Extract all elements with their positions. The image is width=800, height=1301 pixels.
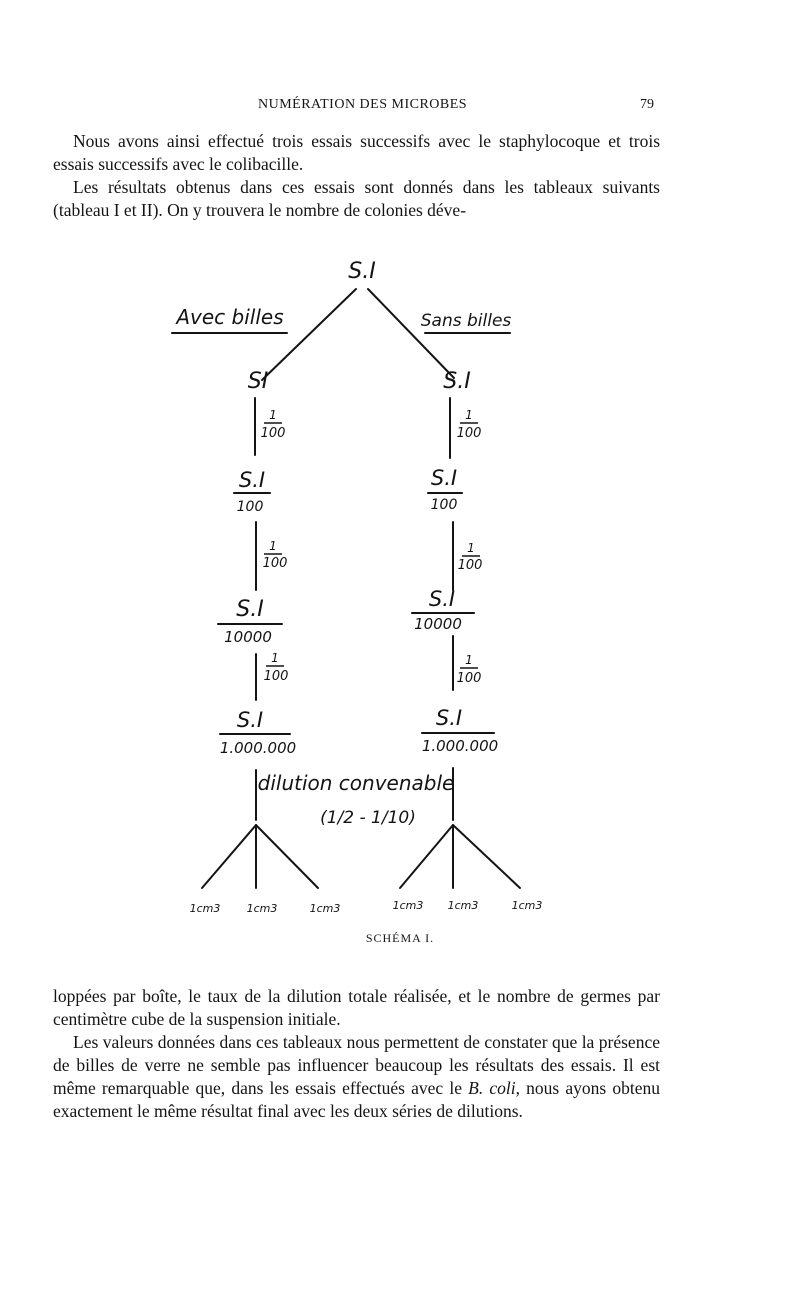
right-stage3-denominator: 1.000.000: [421, 737, 499, 755]
left-stage0-label: SI: [247, 369, 269, 394]
right-stage2-denominator: 10000: [414, 615, 462, 633]
left-step2-denominator: 100: [262, 556, 288, 571]
sample-right-1: 1cm3: [392, 899, 424, 912]
left-step1-numerator: 1: [269, 408, 277, 422]
branch-without-beads-label: Sans billes: [420, 311, 512, 331]
right-step3-denominator: 100: [456, 671, 482, 686]
left-step1-denominator: 100: [260, 426, 286, 441]
left-stage1-denominator: 100: [236, 499, 264, 515]
sample-right-3: 1cm3: [511, 899, 543, 912]
branch-with-beads-label: Avec billes: [176, 305, 284, 329]
dilution-label: dilution convenable: [257, 771, 455, 795]
sample-right-2: 1cm3: [447, 899, 479, 912]
left-stage2-denominator: 10000: [224, 628, 272, 646]
right-step1-numerator: 1: [465, 408, 473, 422]
conclusion-paragraph-2-end: , nous ayons obtenu exactement le même résultat final avec les deux séries de dilutions.: [53, 1078, 660, 1121]
conclusion-text: [53, 985, 660, 1123]
page-number: 79: [640, 97, 654, 112]
right-stage3-numerator: S.I: [435, 706, 463, 730]
conclusion-paragraph-2: [53, 1031, 660, 1123]
sample-left-1: 1cm3: [189, 902, 221, 915]
intro-paragraph-2: Les résultats obtenus dans ces essais sont donnés dans les tableaux suivants (tableau I et II). On y trouvera le nombre de colonies déve-: [53, 177, 660, 220]
left-step3-denominator: 100: [263, 669, 289, 684]
intro-paragraph-1: Nous avons ainsi effectué trois essais successifs avec le staphylocoque et trois essais successifs avec le colibacille.: [53, 131, 660, 174]
left-stage3-denominator: 1.000.000: [219, 739, 297, 757]
right-step1-denominator: 100: [456, 426, 482, 441]
sample-left-2: 1cm3: [246, 902, 278, 915]
right-step2-denominator: 100: [457, 558, 483, 573]
left-step2-numerator: 1: [269, 539, 277, 553]
left-stage1-numerator: S.I: [238, 468, 266, 492]
right-step3-numerator: 1: [465, 653, 473, 667]
right-stage1-denominator: 100: [430, 497, 458, 513]
conclusion-paragraph-2-start: Les valeurs données dans ces tableaux nous permettent de constater que la présence de billes de verre ne semble pas influencer beaucoup les résultats des essais. Il est même remarquable que, dans les essais effectués avec le: [53, 1032, 660, 1098]
right-stage0-label: S.I: [443, 369, 471, 394]
right-step2-numerator: 1: [467, 541, 475, 555]
figure-caption: SCHÉMA I.: [365, 931, 435, 945]
left-step3-numerator: 1: [271, 651, 279, 665]
right-stage2-numerator: S.I: [428, 587, 456, 611]
conclusion-paragraph-1: loppées par boîte, le taux de la dilution totale réalisée, et le nombre de germes par centimètre cube de la suspension initiale.: [53, 986, 660, 1029]
right-stage1-numerator: S.I: [430, 466, 458, 490]
root-label: S.I: [348, 259, 376, 284]
left-stage2-numerator: S.I: [236, 597, 264, 622]
sample-left-3: 1cm3: [309, 902, 341, 915]
dilution-range: (1/2 - 1/10): [320, 808, 416, 828]
running-title: NUMÉRATION DES MICROBES: [258, 97, 468, 112]
organism-name: B. coli: [468, 1078, 516, 1098]
left-stage3-numerator: S.I: [236, 708, 264, 732]
